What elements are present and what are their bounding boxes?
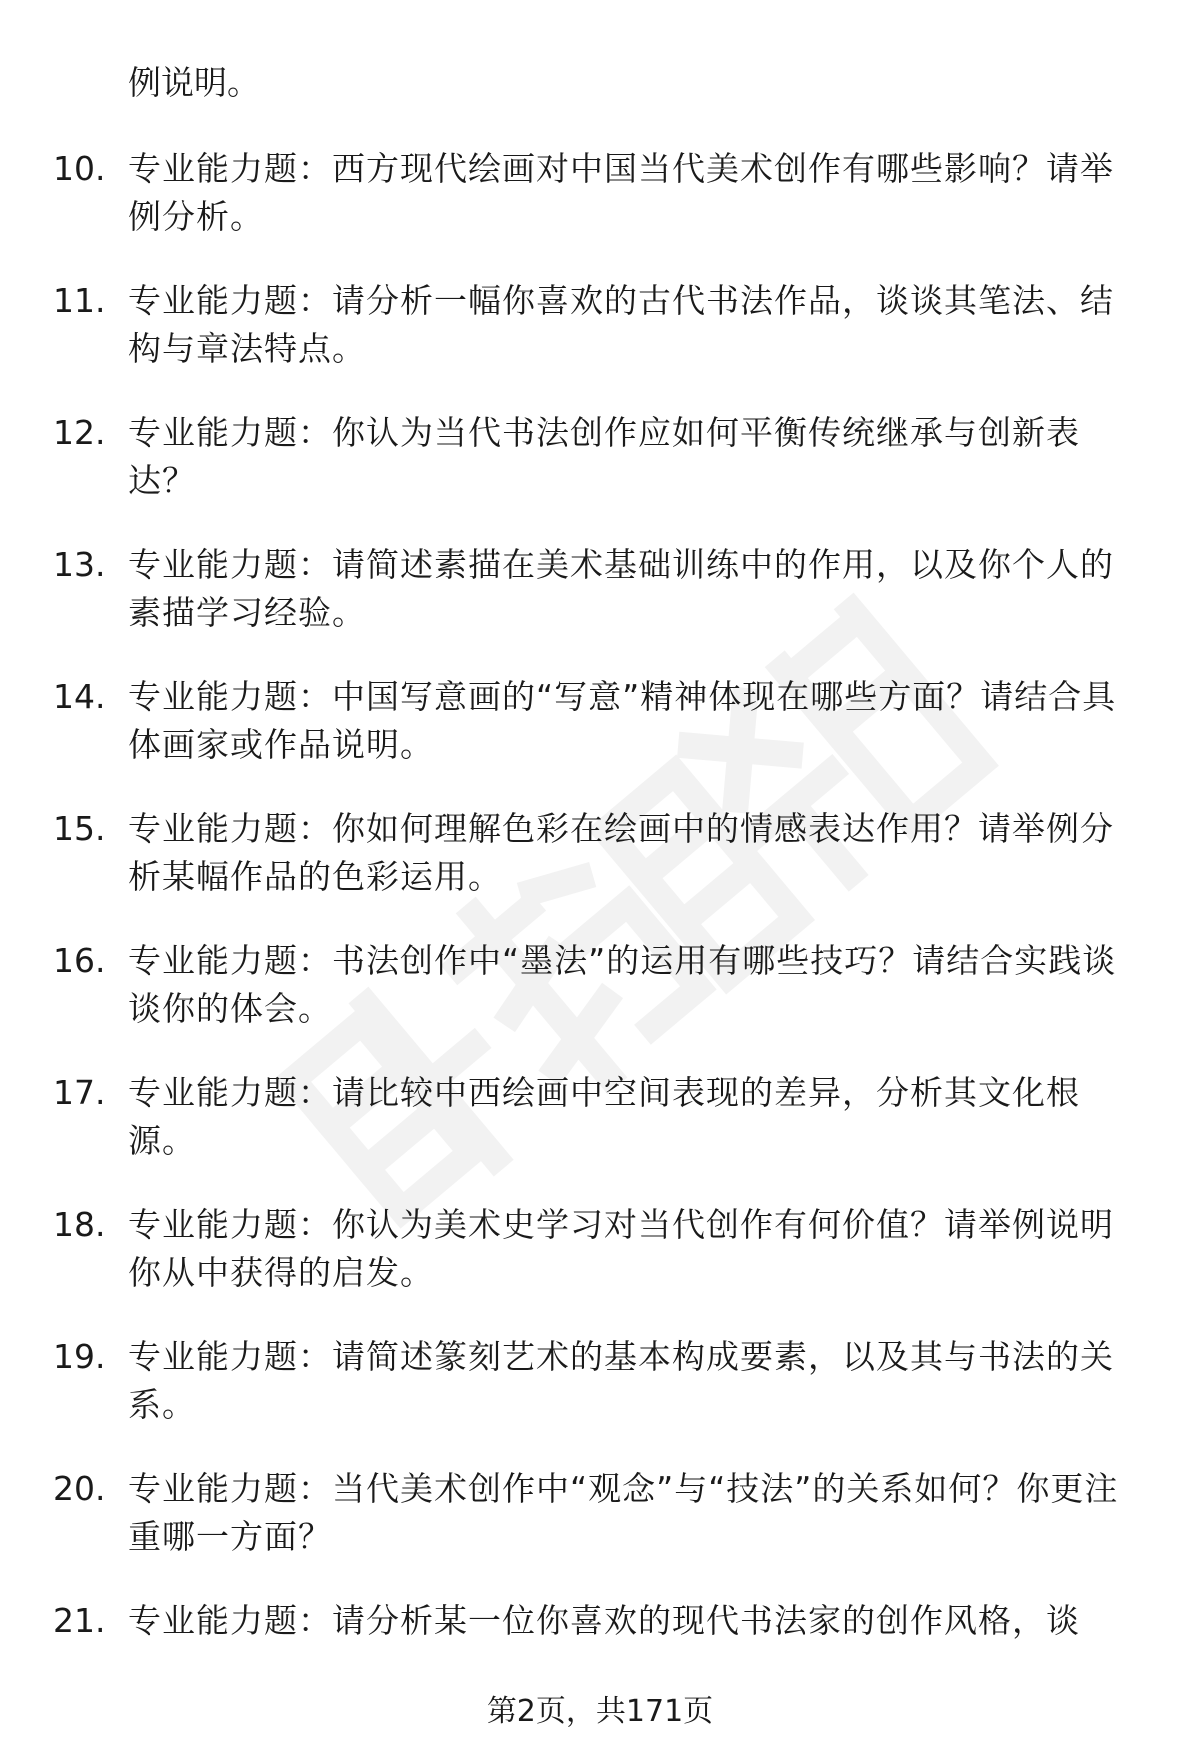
question-text: 专业能力题：你如何理解色彩在绘画中的情感表达作用？请举例分析某幅作品的色彩运用。	[128, 809, 1114, 896]
question-number: 16.	[53, 941, 106, 980]
question-number: 20.	[53, 1469, 106, 1508]
question-text: 专业能力题：当代美术创作中“观念”与“技法”的关系如何？你更注重哪一方面？	[128, 1469, 1119, 1556]
list-item	[0, 1465, 1200, 1597]
question-number: 21.	[53, 1601, 106, 1640]
question-number: 12.	[53, 413, 106, 452]
question-number: 19.	[53, 1337, 106, 1376]
list-item	[0, 1333, 1200, 1465]
list-item	[0, 805, 1200, 937]
list-item	[0, 673, 1200, 805]
question-number: 10.	[53, 149, 106, 188]
question-number: 14.	[53, 677, 106, 716]
question-text: 专业能力题：请简述素描在美术基础训练中的作用，以及你个人的素描学习经验。	[128, 545, 1114, 632]
page-footer: 第2页，共171页	[486, 1694, 714, 1729]
question-text: 专业能力题：你认为美术史学习对当代创作有何价值？请举例说明你从中获得的启发。	[128, 1205, 1114, 1292]
list-item	[0, 1069, 1200, 1201]
question-text: 专业能力题：请分析一幅你喜欢的古代书法作品，谈谈其笔法、结构与章法特点。	[128, 281, 1114, 368]
question-text: 专业能力题：请比较中西绘画中空间表现的差异，分析其文化根源。	[128, 1073, 1080, 1160]
question-number: 11.	[53, 281, 106, 320]
question-text: 专业能力题：你认为当代书法创作应如何平衡传统继承与创新表达？	[128, 413, 1080, 500]
list-item	[0, 145, 1200, 277]
list-item	[0, 409, 1200, 541]
question-text: 专业能力题：书法创作中“墨法”的运用有哪些技巧？请结合实践谈谈你的体会。	[128, 941, 1117, 1028]
list-item	[0, 277, 1200, 409]
question-text: 专业能力题：西方现代绘画对中国当代美术创作有哪些影响？请举例分析。	[128, 149, 1114, 236]
question-number: 15.	[53, 809, 106, 848]
list-item	[0, 541, 1200, 673]
question-text: 专业能力题：中国写意画的“写意”精神体现在哪些方面？请结合具体画家或作品说明。	[128, 677, 1117, 764]
question-list	[0, 145, 1200, 1729]
list-item	[0, 1201, 1200, 1333]
question-number: 13.	[53, 545, 106, 584]
continued-text: 例说明。	[128, 63, 260, 102]
list-item	[0, 937, 1200, 1069]
question-number: 18.	[53, 1205, 106, 1244]
question-text: 专业能力题：请分析某一位你喜欢的现代书法家的创作风格，谈	[128, 1601, 1080, 1640]
question-text: 专业能力题：请简述篆刻艺术的基本构成要素，以及其与书法的关系。	[128, 1337, 1114, 1424]
question-number: 17.	[53, 1073, 106, 1112]
